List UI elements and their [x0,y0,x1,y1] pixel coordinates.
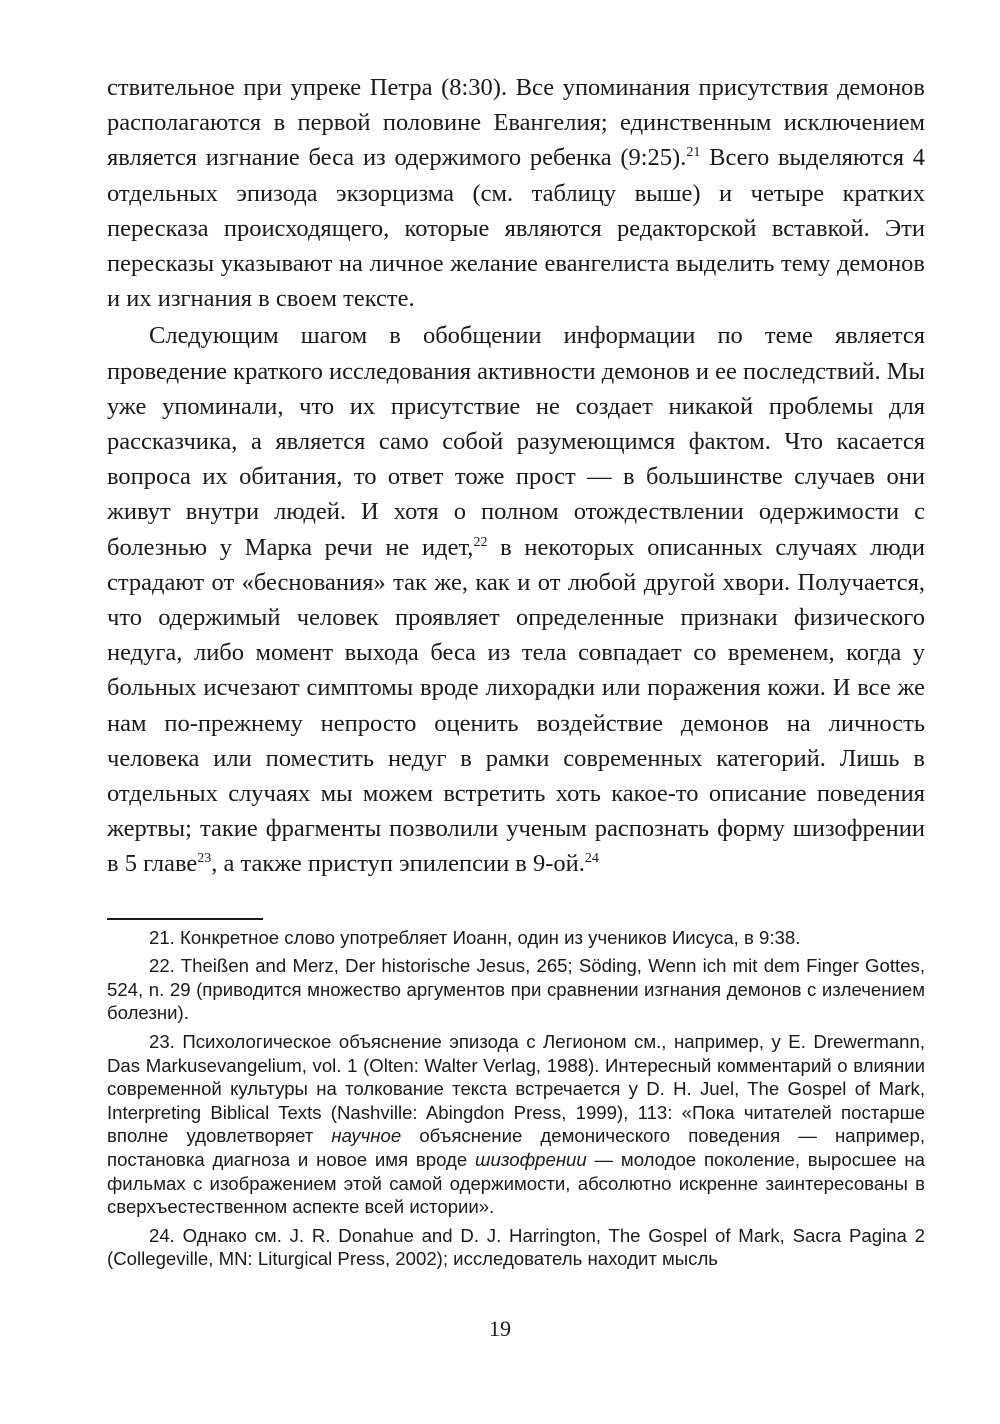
text: 23. Психологическое объяснение эпизода с Легионом см., например, у E. Drewermann, Das Markusevangelium, vol. 1 (Olten: Walter Verlag, 1988). Интересный комментарий о влиянии современной культуры на толкование текста встречается у D. H. Juel, The Gospel of Mark, Interpreting Biblical Texts (Nashville: Abingdon Press, 1999), 113: «Пока читателей постарше вполне удовлетворяет [107,1031,925,1147]
footnote-23 [107,1030,925,1219]
text: в некоторых описанных случаях люди страдают от «беснования» так же, как и от любой другой хвори. Получается, что одержимый человек проявляет определенные признаки физического недуга, либо момент выхода беса из тела совпадает со временем, когда у больных исчезают симптомы вроде лихорадки или поражения кожи. И все же нам по-прежнему непросто оценить воздействие демонов на личность человека или поместить недуг в рамки современных категорий. Лишь в отдельных случаях мы можем встретить хоть какое-то описание поведения жертвы; такие фрагменты позволили ученым распознать форму шизофрении в 5 главе [107,533,925,878]
footnote-22: 22. Theißen and Merz, Der historische Jesus, 265; Söding, Wenn ich mit dem Finger Gottes, 524, n. 29 (приводится множество аргументов при сравнении изгнания демонов с излечением болезни). [107,955,925,1024]
footnote-ref-23[interactable]: 23 [197,851,212,867]
text: , а также приступ эпилепсии в 9-ой. [211,850,585,878]
text: Следующим шагом в обобщении информации по теме является проведение краткого исследования активности демонов и ее последствий. Мы уже упоминали, что их присутствие не создает никакой проблемы для рассказчика, а является само собой разумеющимся фактом. Что касается вопроса их обитания, то ответ тоже прост — в большинстве случаев они живут внутри людей. И хотя о полном отождествлении одержимости с болезнью у Марка речи не идет, [107,322,925,561]
footnote-24: 24. Однако см. J. R. Donahue and D. J. Harrington, The Gospel of Mark, Sacra Pagina 2 (Collegeville, MN: Liturgical Press, 2002); исследователь находит мысль [107,1224,925,1270]
body-paragraph-2 [107,318,925,881]
footnote-ref-22[interactable]: 22 [473,534,488,550]
footnote-ref-21[interactable]: 21 [686,145,701,161]
footnote-ref-24[interactable]: 24 [584,851,599,867]
footnote-21: 21. Конкретное слово употребляет Иоанн, один из учеников Иисуса, в 9:38. [149,926,801,948]
text: — молодое поколение, выросшее на фильмах с изображением этой самой одержимости, абсолютно искренне заинтересованы в сверхъестественном аспекте всей истории». [107,1149,925,1218]
page-number: 19 [489,1316,511,1341]
italic-text: научное [331,1125,402,1147]
page-content [107,70,925,1276]
text: ствительное при упреке Петра (8:30). Все упоминания присутствия демонов располагаются в первой половине Евангелия; единственным исключением является изгнание беса из одержимого ребенка (9:25). [107,74,925,172]
body-paragraph-1 [107,70,925,316]
text: объяснение демонического поведения — например, постановка диагноза и новое имя вроде [107,1125,925,1171]
footnote-divider [107,918,263,920]
text: Всего выделяются 4 отдельных эпизода экзорцизма (см. таблицу выше) и четыре кратких пересказа происходящего, которые являются редакторской вставкой. Эти пересказы указывают на личное желание евангелиста выделить тему демонов и их изгнания в своем тексте. [107,144,925,313]
italic-text: шизофрении [475,1149,587,1171]
